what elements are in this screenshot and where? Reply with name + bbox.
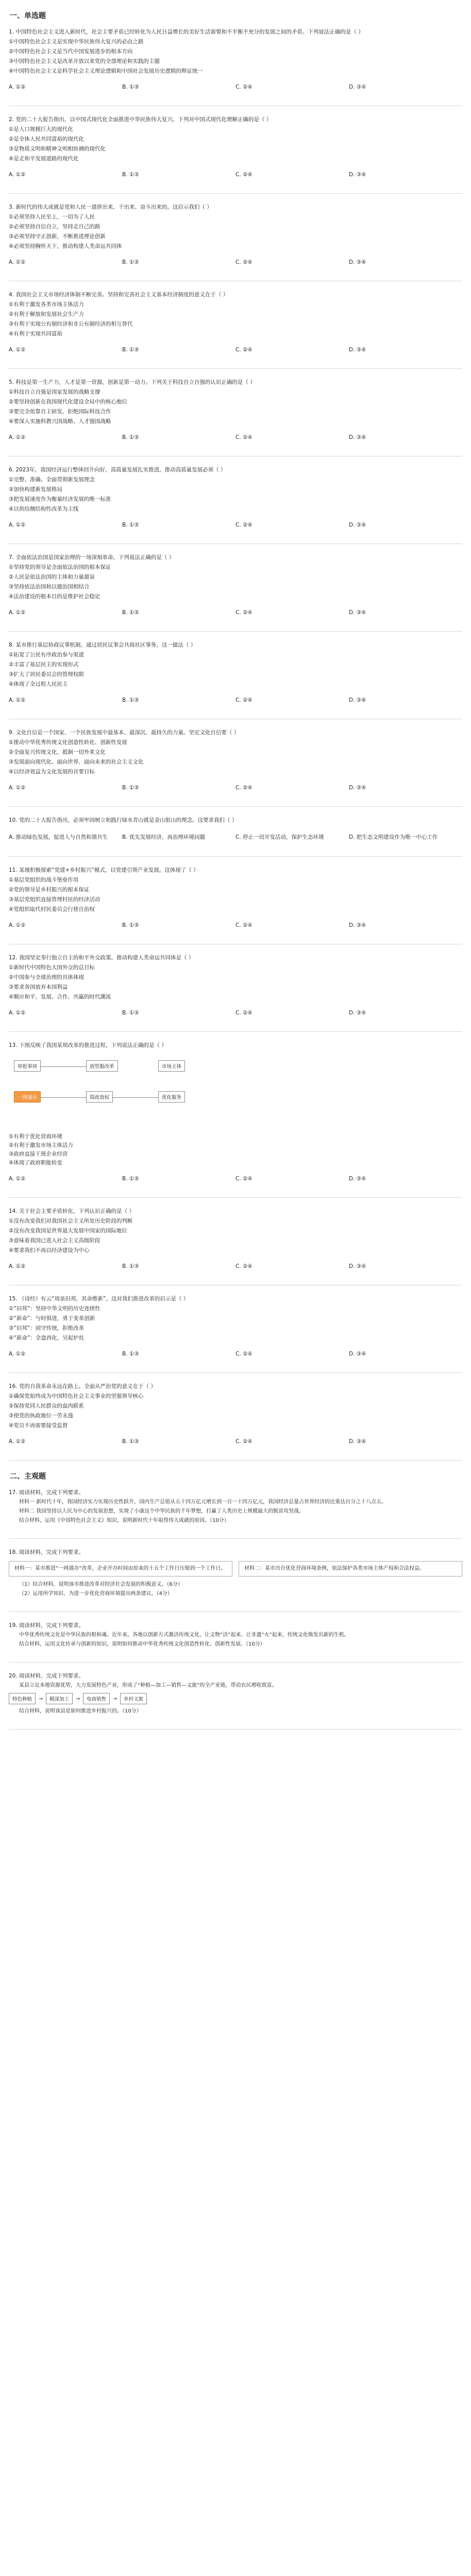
question-text: ④是走和平发展道路的现代化 [9, 156, 79, 162]
answer-options [9, 697, 462, 703]
choice-question [9, 115, 462, 178]
question-divider [9, 1460, 462, 1461]
question-text: ④要深入实施科教兴国战略、人才强国战略 [9, 418, 111, 425]
choice-question [9, 816, 462, 841]
answer-options [9, 609, 462, 616]
answer-choice[interactable]: A. ①② [9, 84, 26, 90]
figure-arrow [112, 1097, 158, 1098]
answer-choice[interactable]: B. ①③ [122, 1351, 139, 1357]
choice-question [9, 728, 462, 791]
question-text: ②加快构建新发展格局 [9, 486, 62, 493]
question-text: 15. 《诗经》有云“周虽旧邦，其命维新”。这对我们推进改革的启示是（ ） [9, 1296, 189, 1302]
question-text: ④法治建设的根本目的是维护社会稳定 [9, 594, 100, 600]
question-text: ②中国特色社会主义是当代中国发展进步的根本方向 [9, 48, 133, 55]
figure-box: 简政放权 [86, 1091, 113, 1103]
answer-choice[interactable]: C. ②④ [236, 1010, 253, 1016]
question-text: ②有利于解放和发展社会生产力 [9, 311, 84, 317]
choice-question [9, 641, 462, 703]
essay-paragraph: （2）运用所学知识，为进一步优化营商环境提出两条建议。（4分） [19, 1591, 173, 1597]
answer-choice[interactable]: C. ②④ [236, 697, 253, 703]
answer-choice[interactable]: C. ②④ [236, 347, 253, 353]
choice-question [9, 1041, 462, 1182]
answer-options [9, 1438, 462, 1445]
question-text: ④以经济效益为文化发展的首要目标 [9, 769, 95, 775]
answer-options [9, 84, 462, 90]
question-text: ④要求我们不再以经济建设为中心 [9, 1247, 90, 1253]
question-text: ③要完全依靠自主研发，拒绝国际科技合作 [9, 409, 111, 415]
answer-choice[interactable]: B. ①③ [122, 1010, 139, 1016]
answer-choice[interactable]: D. 把生态文明建设作为唯一中心工作 [349, 834, 438, 840]
question-text: ③把发展速度作为衡量经济发展的唯一标准 [9, 496, 111, 502]
question-text: ③是物质文明和精神文明相协调的现代化 [9, 146, 106, 152]
question-text: ③中国特色社会主义是改革开放以来党的全部理论和实践的主题 [9, 58, 160, 64]
answer-choice[interactable]: D. ③④ [349, 522, 366, 528]
question-text: ④中国特色社会主义是科学社会主义理论逻辑和中国社会发展历史逻辑的辩证统一 [9, 68, 203, 74]
question-text: ②没有改变我国是世界最大发展中国家的国际地位 [9, 1228, 127, 1234]
choice-question [9, 291, 462, 353]
answer-choice[interactable]: B. ①③ [122, 1263, 139, 1269]
question-text: ②保持党同人民群众的血肉联系 [9, 1403, 84, 1409]
figure-arrow [40, 1066, 86, 1067]
question-text: ②要坚持创新在我国现代化建设全局中的核心地位 [9, 399, 127, 405]
material-box: 材料二：某市出台优化营商环境条例，依法保护各类市场主体产权和合法权益。 [239, 1561, 462, 1577]
answer-choice[interactable]: D. ③④ [349, 347, 366, 353]
question-option: ④体现了政府职能转变 [9, 1160, 62, 1166]
question-divider [9, 856, 462, 857]
question-text: 7. 全面依法治国是国家治理的一场深刻革命。下列说法正确的是（ ） [9, 554, 175, 561]
answer-choice[interactable]: D. ③④ [349, 785, 366, 791]
essay-question [9, 1621, 462, 1649]
answer-choice[interactable]: A. ①② [9, 172, 26, 178]
answer-choice[interactable]: D. ③④ [349, 1176, 366, 1182]
answer-choice[interactable]: A. ①② [9, 1010, 26, 1016]
essay-title: 19. 阅读材料，完成下列要求。 [9, 1622, 85, 1629]
question-text: ②党的领导是乡村振兴的根本保证 [9, 887, 90, 893]
question-text: ①中国特色社会主义是实现中华民族伟大复兴的必由之路 [9, 39, 144, 45]
answer-choice[interactable]: B. ①③ [122, 1438, 139, 1445]
answer-choice[interactable]: D. ③④ [349, 259, 366, 265]
question-text: ②全面复兴传统文化，抵制一切外来文化 [9, 749, 106, 755]
question-text: ①没有改变我们对我国社会主义所处历史阶段的判断 [9, 1218, 133, 1224]
question-text: ①有利于激发各类市场主体活力 [9, 301, 84, 308]
answer-choice[interactable]: A. ①② [9, 785, 26, 791]
answer-options [9, 347, 462, 353]
question-text: ③发展面向现代化、面向世界、面向未来的社会主义文化 [9, 759, 144, 765]
question-divider [9, 1031, 462, 1032]
choice-question-list [9, 28, 462, 1461]
choice-question [9, 1382, 462, 1445]
choice-question [9, 1207, 462, 1269]
choice-section-title: 一、单选题 [10, 12, 46, 20]
essay-paragraph: 材料二 我国坚持以人民为中心的发展思想，实现了小康这个中华民族的千年梦想，打赢了人类历史上规模最大的脱贫攻坚战。 [19, 1509, 305, 1514]
choice-question [9, 553, 462, 616]
essay-paragraph: 结合材料，说明该县是如何推进乡村振兴的。（10分） [19, 1708, 142, 1714]
answer-options [9, 1176, 462, 1182]
question-divider [9, 1538, 462, 1539]
material-columns [9, 1561, 462, 1577]
chain-arrow-icon: → [112, 1696, 117, 1702]
essay-paragraph: 某县立足本地资源优势，大力发展特色产业，形成了“种植—加工—销售—文旅”的全产业链，带动农民增收致富。 [19, 1683, 277, 1688]
answer-choice[interactable]: B. ①③ [122, 785, 139, 791]
chain-arrow-icon: → [76, 1696, 80, 1702]
question-text: ④顺应和平、发展、合作、共赢的时代潮流 [9, 994, 111, 1000]
question-text: ③“旧邦”：固守传统，拒绝改革 [9, 1325, 85, 1331]
answer-choice[interactable]: C. ②④ [236, 922, 253, 928]
answer-choice[interactable]: D. ③④ [349, 1438, 366, 1445]
answer-choice[interactable]: A. ①② [9, 1438, 26, 1445]
answer-choice[interactable]: A. ①② [9, 522, 26, 528]
essay-title: 18. 阅读材料，完成下列要求。 [9, 1549, 85, 1555]
chain-box: 特色种植 [9, 1693, 36, 1704]
essay-section-title: 二、主观题 [10, 1472, 46, 1481]
question-text: ①科技自立自强是国家发展的战略支撑 [9, 389, 100, 395]
essay-paragraph: （1）结合材料，说明该市推进改革对经济社会发展的积极意义。（6分） [19, 1582, 183, 1587]
essay-question [9, 1548, 462, 1598]
essay-question-list [9, 1488, 462, 1730]
choice-question [9, 466, 462, 528]
answer-choice[interactable]: B. ①③ [122, 522, 139, 528]
question-text: ①新时代中国特色大国外交的总目标 [9, 964, 95, 971]
question-text: 9. 文化自信是一个国家、一个民族发展中最基本、最深沉、最持久的力量。坚定文化自信要（ ） [9, 730, 240, 736]
answer-choice[interactable]: D. ③④ [349, 1263, 366, 1269]
question-text: ①基层党组织的战斗堡垒作用 [9, 877, 79, 883]
choice-question [9, 954, 462, 1016]
answer-choice[interactable]: C. ②④ [236, 1176, 253, 1182]
answer-choice[interactable]: C. ②④ [236, 259, 253, 265]
essay-title: 17. 阅读材料，完成下列要求。 [9, 1489, 85, 1496]
question-text: 13. 下图反映了我国某项改革的推进过程，下列说法正确的是（ ） [9, 1042, 167, 1048]
question-text: 4. 我国社会主义市场经济体制不断完善。坚持和完善社会主义基本经济制度的意义在于（ ） [9, 292, 229, 298]
question-text: ④“新命”：全盘西化，另起炉灶 [9, 1335, 85, 1341]
essay-question [9, 1672, 462, 1716]
answer-choice[interactable]: D. ③④ [349, 609, 366, 616]
chain-box: 精深加工 [46, 1693, 73, 1704]
essay-paragraph: 材料一 新时代十年，我国经济实力实现历史性跃升，国内生产总值从五十四万亿元增长到一百一十四万亿元，我国经济总量占世界经济的比重达百分之十八点五。 [19, 1499, 387, 1505]
answer-choice[interactable]: A. ①② [9, 922, 26, 928]
answer-options [9, 259, 462, 265]
answer-options [9, 922, 462, 928]
answer-choice[interactable]: C. ②④ [236, 785, 253, 791]
question-divider [9, 193, 462, 194]
answer-choice[interactable]: D. ③④ [349, 1010, 366, 1016]
question-text: 16. 党的自我革命永远在路上。全面从严治党的意义在于（ ） [9, 1383, 156, 1389]
figure-box: 一网通办 [14, 1091, 41, 1103]
choice-question [9, 866, 462, 928]
question-text: ④以供给侧结构性改革为主线 [9, 506, 79, 512]
answer-options [9, 1010, 462, 1016]
answer-choice[interactable]: B. ①③ [122, 347, 139, 353]
figure-box: 审批事项 [14, 1060, 41, 1072]
question-text: ④有利于实现共同富裕 [9, 331, 62, 337]
answer-options [9, 785, 462, 791]
answer-choice[interactable]: B. ①③ [122, 84, 139, 90]
question-text: 2. 党的二十大报告指出，以中国式现代化全面推进中华民族伟大复兴。下列对中国式现代化理解正确的是（ ） [9, 116, 272, 123]
answer-options [9, 434, 462, 440]
question-text: 11. 某地积极探索“党建+乡村振兴”模式，以党建引领产业发展。这体现了（ ） [9, 867, 199, 873]
question-text: 5. 科技是第一生产力，人才是第一资源，创新是第一动力。下列关于科技自立自强的认识正确的是（ ） [9, 379, 256, 385]
answer-choice[interactable]: C. 停止一切开发活动，保护生态环境 [236, 834, 324, 840]
chain-box: 电商销售 [83, 1693, 110, 1704]
answer-choice[interactable]: D. ③④ [349, 84, 366, 90]
answer-choice[interactable]: C. ②④ [236, 434, 253, 440]
choice-question [9, 378, 462, 440]
question-divider [9, 1662, 462, 1663]
answer-choice[interactable]: D. ③④ [349, 434, 366, 440]
question-text: ②中国参与全球治理的具体体现 [9, 974, 84, 980]
answer-choice[interactable]: C. ②④ [236, 172, 253, 178]
answer-choice[interactable]: C. ②④ [236, 84, 253, 90]
answer-choice[interactable]: B. ①③ [122, 697, 139, 703]
answer-choice[interactable]: C. ②④ [236, 1263, 253, 1269]
answer-options [9, 522, 462, 528]
question-divider [9, 806, 462, 807]
essay-paragraph: 结合材料，运用文化传承与创新的知识，说明如何推动中华优秀传统文化创造性转化、创新性发展。（10分） [19, 1641, 265, 1647]
question-text: ①完整、准确、全面贯彻新发展理念 [9, 477, 95, 483]
essay-paragraph: 结合材料，运用《中国特色社会主义》知识，说明新时代十年取得伟大成就的原因。（10分） [19, 1518, 229, 1523]
question-text: ③必须坚持守正创新，不断推进理论创新 [9, 233, 106, 240]
question-option: ③政府直接干预企业经营 [9, 1151, 68, 1157]
question-text: ③基层党组织直接管理村民的经济活动 [9, 896, 100, 903]
choice-question [9, 28, 462, 90]
essay-question [9, 1488, 462, 1525]
exam-page [9, 0, 462, 1730]
industry-chain [9, 1693, 462, 1704]
question-text: ①确保党始终成为中国特色社会主义事业的坚强领导核心 [9, 1393, 144, 1399]
answer-choice[interactable]: C. ②④ [236, 1438, 253, 1445]
answer-choice[interactable]: A. ①② [9, 1263, 26, 1269]
figure-box: 市场主体 [158, 1060, 185, 1072]
answer-choice[interactable]: B. ①③ [122, 434, 139, 440]
question-text: ④必须坚持胸怀天下，推动构建人类命运共同体 [9, 243, 122, 249]
answer-choice[interactable]: A. ①② [9, 697, 26, 703]
answer-options [9, 172, 462, 178]
answer-choice[interactable]: A. ①② [9, 609, 26, 616]
question-text: ①推动中华优秀传统文化创造性转化、创新性发展 [9, 739, 127, 745]
question-text: ③坚持依法治国和以德治国相结合 [9, 584, 90, 590]
essay-title: 20. 阅读材料，完成下列要求。 [9, 1673, 85, 1679]
process-figure [9, 1055, 462, 1127]
answer-choice[interactable]: D. ③④ [349, 922, 366, 928]
question-text: 10. 党的二十大报告指出，必须牢固树立和践行绿水青山就是金山银山的理念。这要求我们（ ） [9, 817, 238, 823]
answer-choice[interactable]: A. ①② [9, 1176, 26, 1182]
question-option: ②有利于激发市场主体活力 [9, 1142, 73, 1148]
answer-choice[interactable]: B. ①③ [122, 1176, 139, 1182]
answer-options [9, 1263, 462, 1269]
chain-arrow-icon: → [39, 1696, 43, 1702]
answer-choice[interactable]: B. ①③ [122, 922, 139, 928]
answer-choice[interactable]: A. ①② [9, 347, 26, 353]
answer-choice[interactable]: C. ②④ [236, 522, 253, 528]
question-text: ③意味着我国已进入社会主义高级阶段 [9, 1238, 100, 1244]
answer-choice[interactable]: B. 优先发展经济，再治理环境问题 [122, 834, 205, 840]
figure-arrow [40, 1097, 86, 1098]
question-text: ③使党的执政地位一劳永逸 [9, 1413, 73, 1419]
answer-choice[interactable]: B. ①③ [122, 609, 139, 616]
question-text: ③扩大了居民委员会的管理权限 [9, 671, 84, 677]
answer-choice[interactable]: D. ③④ [349, 172, 366, 178]
question-text: ②人民是依法治国的主体和力量源泉 [9, 574, 95, 580]
figure-box: 优化服务 [158, 1091, 185, 1103]
question-text: 1. 中国特色社会主义进入新时代，社会主要矛盾已经转化为人民日益增长的美好生活需要和不平衡不充分的发展之间的矛盾。下列说法正确的是（ ） [9, 29, 364, 35]
question-option: ①有利于优化营商环境 [9, 1133, 62, 1140]
question-text: ①是人口规模巨大的现代化 [9, 126, 73, 132]
answer-choice[interactable]: B. ①③ [122, 259, 139, 265]
question-text: 12. 我国坚定奉行独立自主的和平外交政策。推动构建人类命运共同体是（ ） [9, 955, 194, 961]
material-box: 材料一：某市推进“一网通办”改革，企业开办时间由原来的十五个工作日压缩到一个工作日。 [9, 1561, 232, 1577]
answer-choice[interactable]: A. ①② [9, 1351, 26, 1357]
answer-choice[interactable]: D. ③④ [349, 697, 366, 703]
answer-choice[interactable]: C. ②④ [236, 609, 253, 616]
question-text: 14. 关于社会主要矛盾转化，下列认识正确的是（ ） [9, 1208, 134, 1214]
choice-question [9, 203, 462, 265]
question-text: ③有利于实现公有制经济和非公有制经济的相互替代 [9, 321, 133, 327]
question-text: ①坚持党的领导是全面依法治国的根本保证 [9, 564, 111, 570]
answer-choice[interactable]: A. ①② [9, 434, 26, 440]
question-text: ④党组织取代村民委员会行使自治权 [9, 906, 95, 912]
essay-paragraph: 中华优秀传统文化是中华民族的根和魂。近年来，各地以创新方式激活传统文化，让文物“活”起来、让非遗“火”起来，传统文化焕发出新的生机。 [19, 1632, 349, 1638]
answer-choice[interactable]: A. ①② [9, 259, 26, 265]
question-text: ④体现了全过程人民民主 [9, 681, 68, 687]
question-divider [9, 1197, 462, 1198]
question-text: ③要求各国放弃本国利益 [9, 984, 68, 990]
question-text: ②“新命”：与时俱进，勇于变革创新 [9, 1315, 95, 1321]
answer-options [9, 833, 462, 841]
question-divider [9, 631, 462, 632]
question-divider [9, 368, 462, 369]
question-divider [9, 1729, 462, 1730]
answer-choice[interactable]: B. ①③ [122, 172, 139, 178]
question-text: ②是全体人民共同富裕的现代化 [9, 136, 84, 142]
chain-box: 乡村文旅 [120, 1693, 147, 1704]
question-text: ①必须坚持人民至上，一切为了人民 [9, 214, 95, 220]
question-text: ①拓宽了公民有序政治参与渠道 [9, 652, 84, 658]
choice-question [9, 1295, 462, 1357]
figure-box: 放管服改革 [86, 1060, 118, 1072]
question-text: ④党员不再需要接受监督 [9, 1422, 68, 1429]
question-text: 3. 新时代的伟大成就是党和人民一道拼出来、干出来、奋斗出来的。这启示我们（ ） [9, 204, 212, 210]
question-divider [9, 1372, 462, 1373]
question-text: ②必须坚持自信自立，坚持走自己的路 [9, 224, 100, 230]
question-text: ①“旧邦”：坚持中华文明的历史连续性 [9, 1306, 100, 1312]
question-text: ②丰富了基层民主的实现形式 [9, 662, 79, 668]
question-text: 8. 某市推行基层协商议事机制，通过居民议事会共商社区事务，这一做法（ ） [9, 642, 196, 648]
question-text: 6. 2023年，我国经济运行整体回升向好，高质量发展扎实推进。推动高质量发展必须（ ） [9, 467, 226, 473]
answer-choice[interactable]: A. 推动绿色发展，促进人与自然和谐共生 [9, 834, 108, 840]
answer-choice[interactable]: C. ②④ [236, 1351, 253, 1357]
answer-options [9, 1351, 462, 1357]
answer-choice[interactable]: D. ③④ [349, 1351, 366, 1357]
